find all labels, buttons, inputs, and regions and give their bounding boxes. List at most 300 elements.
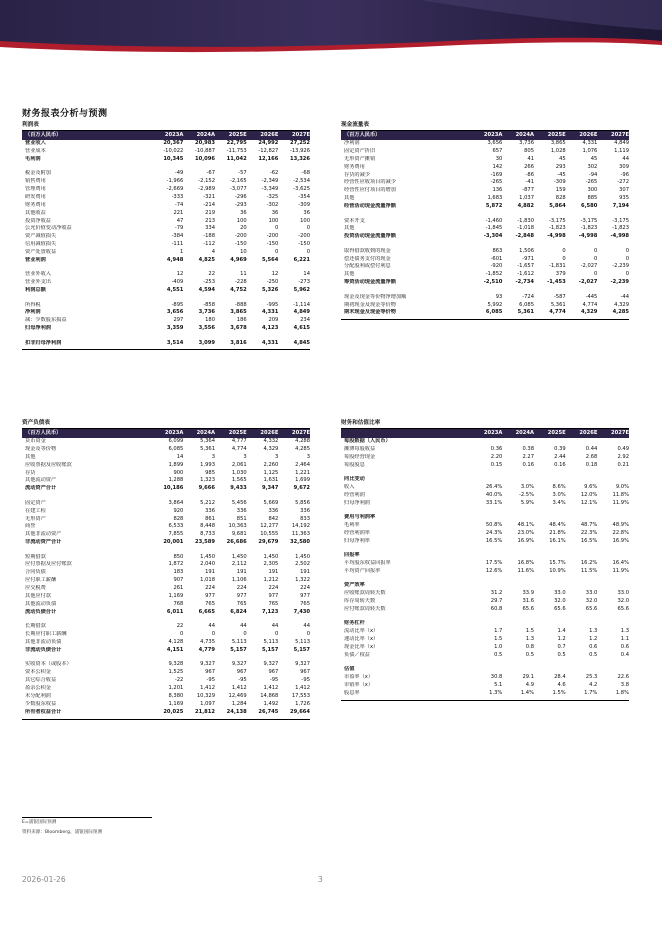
row-value: 4,551 xyxy=(166,287,184,294)
row-value: -325 xyxy=(266,193,279,200)
row-value: 0.6 xyxy=(589,644,598,651)
row-value: 48.1% xyxy=(517,522,535,529)
row-value: 23,589 xyxy=(194,539,216,546)
header-year: 2026E xyxy=(260,132,279,138)
row-value: 1,683 xyxy=(487,195,503,202)
row-value: -384 xyxy=(171,233,184,240)
row-value: 1,631 xyxy=(263,477,279,484)
row-value: -228 xyxy=(234,279,247,286)
row-label: 短期借款 xyxy=(25,553,46,560)
row-value: 14 xyxy=(176,453,184,460)
row-value: -2,165 xyxy=(229,178,247,185)
table-row xyxy=(341,164,629,172)
row-value: 191 xyxy=(236,569,247,576)
row-value: 0 xyxy=(306,225,311,232)
row-value: 0.6 xyxy=(620,644,630,651)
table-row xyxy=(22,669,310,677)
row-value: 27,252 xyxy=(290,140,311,146)
row-value: 221 xyxy=(173,209,184,216)
row-label: 营业收入 xyxy=(25,140,46,146)
row-value: -2,027 xyxy=(578,279,598,286)
table-row xyxy=(22,585,310,593)
row-value: -895 xyxy=(171,301,184,308)
row-value: 0 xyxy=(625,247,630,254)
row-value: 50.8% xyxy=(485,522,503,529)
row-value: 4,774 xyxy=(549,309,566,316)
row-value: 4,128 xyxy=(168,638,184,645)
row-value: 5,361 xyxy=(200,445,216,452)
row-value: 5,212 xyxy=(200,499,216,506)
row-value: 180 xyxy=(205,317,216,324)
row-value: 9,327 xyxy=(200,661,216,668)
note-source: 资料来源：Bloomberg、浦银国际预测 xyxy=(22,830,103,835)
row-value: -45 xyxy=(557,171,566,178)
row-value: 13,326 xyxy=(290,155,311,162)
table-row xyxy=(341,606,629,614)
row-value: 44 xyxy=(303,623,311,630)
row-value: 44 xyxy=(271,623,279,630)
row-value: 6,085 xyxy=(519,301,535,308)
row-value: 4.2 xyxy=(589,682,598,689)
row-value: 29,679 xyxy=(258,539,279,546)
row-value: 967 xyxy=(236,669,247,676)
row-value: 0.15 xyxy=(490,461,503,468)
row-value: 1,037 xyxy=(519,195,535,202)
table-header xyxy=(22,429,310,438)
table-row xyxy=(22,340,310,348)
row-value: -858 xyxy=(203,301,216,308)
row-value: 17,553 xyxy=(291,692,311,699)
row-value: 1,169 xyxy=(168,700,184,707)
row-value: 24,992 xyxy=(258,140,279,146)
row-value: 0.5 xyxy=(557,651,566,658)
row-label: 少数股东权益 xyxy=(25,700,57,707)
row-value: 1,323 xyxy=(200,477,216,484)
row-value: 12,166 xyxy=(258,155,279,162)
table-row xyxy=(22,477,310,485)
row-value: 977 xyxy=(236,593,247,600)
row-value: 5,113 xyxy=(295,638,311,645)
row-value: -150 xyxy=(234,241,247,248)
row-label: 非流动资产合计 xyxy=(25,539,62,546)
row-value: 15.7% xyxy=(549,560,566,567)
row-value: 5,364 xyxy=(200,438,216,444)
table-row xyxy=(22,279,310,287)
row-value: 10,096 xyxy=(194,155,216,162)
table-title: 利润表 xyxy=(22,121,310,131)
row-value: -86 xyxy=(525,171,535,178)
row-value: 31.2 xyxy=(490,590,503,597)
row-value: 2,502 xyxy=(295,561,311,568)
row-value: 30 xyxy=(495,155,503,162)
row-value: 32.0 xyxy=(585,598,598,605)
income-statement-table xyxy=(22,121,310,350)
row-value: 2.44 xyxy=(554,453,566,460)
table-row xyxy=(22,178,310,186)
table-row xyxy=(22,685,310,693)
row-label: 财务杠杆 xyxy=(344,620,365,627)
row-value: 3,099 xyxy=(198,339,216,346)
row-value: 65.6 xyxy=(554,606,566,613)
row-value: 765 xyxy=(300,600,311,607)
row-value: -354 xyxy=(298,193,311,200)
row-label: 长期借款 xyxy=(25,623,46,630)
row-value: 4.9 xyxy=(525,682,535,689)
row-label: 流动资产合计 xyxy=(25,485,57,492)
row-value: -409 xyxy=(171,279,184,286)
row-label: 盈余公积金 xyxy=(25,684,51,691)
row-value: 3,865 xyxy=(550,140,566,146)
row-value: 2.92 xyxy=(617,453,630,460)
row-value: 657 xyxy=(492,147,503,154)
table-bottom-rule xyxy=(341,698,629,701)
row-value: 16.9% xyxy=(517,537,535,544)
row-value: 14,868 xyxy=(260,692,279,699)
row-value: 24,138 xyxy=(226,708,247,715)
header-year: 2023A xyxy=(164,430,184,436)
row-value xyxy=(471,552,503,560)
row-value: 0 xyxy=(306,249,311,256)
row-value: -1,018 xyxy=(517,225,535,232)
note-forecast: E=浦银国际预测 xyxy=(22,820,57,825)
row-value: -94 xyxy=(588,171,598,178)
row-value: 3,816 xyxy=(230,339,247,346)
row-value: -2,510 xyxy=(483,279,503,286)
row-label: 现金及现金等价物净增加额 xyxy=(344,293,407,300)
row-value: 26,686 xyxy=(226,539,247,546)
table-row xyxy=(341,598,629,606)
row-label: 其他 xyxy=(25,453,36,460)
row-label: 其他 xyxy=(344,271,355,278)
row-label: 其他流动负债 xyxy=(25,600,57,607)
row-value: 4,752 xyxy=(230,287,247,294)
table-row xyxy=(341,674,629,682)
row-label: 应收票据及应收账款 xyxy=(25,461,72,468)
row-value: -62 xyxy=(269,170,279,177)
row-label: 资本开支 xyxy=(344,217,365,224)
row-value: 4,779 xyxy=(198,646,216,653)
row-value: 4,774 xyxy=(582,301,598,308)
row-value: 213 xyxy=(205,217,216,224)
row-value: 4,329 xyxy=(614,301,630,308)
row-value: 1.4% xyxy=(520,690,535,697)
row-value: 0.18 xyxy=(585,461,598,468)
row-value: -13,926 xyxy=(290,147,311,154)
row-value: 183 xyxy=(173,569,184,576)
row-value: 22 xyxy=(176,623,184,630)
row-label: 其它综合收益 xyxy=(25,677,57,684)
row-label: 无形资产 xyxy=(25,515,46,522)
row-value: 22,795 xyxy=(226,140,247,146)
row-value xyxy=(502,582,534,590)
row-value: 0 xyxy=(594,255,598,262)
row-value xyxy=(597,666,629,674)
row-label: 所得税 xyxy=(25,301,41,308)
header-year: 2025E xyxy=(228,132,247,138)
table-row xyxy=(22,202,310,210)
row-value: 805 xyxy=(524,147,535,154)
row-value: 10,363 xyxy=(228,523,247,530)
table-header xyxy=(341,131,629,140)
row-label: 未分配利润 xyxy=(25,692,51,699)
row-value: -250 xyxy=(266,279,279,286)
row-value: -2,989 xyxy=(198,185,216,192)
row-label: 存货 xyxy=(25,469,36,476)
row-value: 11,042 xyxy=(226,155,247,162)
row-value: 768 xyxy=(173,600,184,607)
row-value: 9,433 xyxy=(230,485,247,492)
row-value xyxy=(471,514,503,522)
row-value: 1,125 xyxy=(263,469,279,476)
row-value: 22.6 xyxy=(617,674,630,681)
row-value: 44 xyxy=(622,155,630,162)
row-value: -1,114 xyxy=(293,301,311,308)
table-row xyxy=(341,682,629,690)
row-value: 1.3 xyxy=(620,628,630,635)
row-label: 同比变动 xyxy=(344,476,365,483)
row-label: 在建工程 xyxy=(25,507,46,514)
header-year: 2026E xyxy=(579,132,598,138)
header-year: 2025E xyxy=(547,430,566,436)
row-value: 1,492 xyxy=(263,700,279,707)
row-value: 967 xyxy=(268,669,279,676)
row-value xyxy=(566,438,598,446)
row-value xyxy=(566,620,598,628)
row-label: 营业外支出 xyxy=(25,279,51,286)
row-value: 100 xyxy=(268,217,279,224)
row-value xyxy=(566,476,598,484)
table-row xyxy=(22,194,310,202)
row-value: 4,849 xyxy=(293,309,311,316)
row-value: 0 xyxy=(243,631,247,638)
row-value: 1,450 xyxy=(263,553,279,560)
row-value: 33.0 xyxy=(617,590,630,597)
row-value: -49 xyxy=(174,170,184,177)
row-value: 1,106 xyxy=(231,577,247,584)
table-row xyxy=(341,476,629,484)
row-label: 现金比率（x） xyxy=(344,644,379,651)
row-value: 6,085 xyxy=(485,309,503,316)
row-value: 219 xyxy=(205,209,216,216)
row-value: 191 xyxy=(205,569,216,576)
row-label: 非流动负债合计 xyxy=(25,646,62,653)
row-value: -1,830 xyxy=(517,217,535,224)
row-value: 48.9% xyxy=(612,522,630,529)
row-value: -4,998 xyxy=(547,233,566,240)
row-value: 0 xyxy=(211,631,216,638)
row-label: 投资净收益 xyxy=(25,217,51,224)
row-value: -302 xyxy=(266,201,279,208)
row-value: 1,221 xyxy=(295,469,311,476)
row-value: 920 xyxy=(173,507,184,514)
table-row xyxy=(22,523,310,531)
row-value: 11.6% xyxy=(517,567,535,574)
row-value: 3 xyxy=(306,453,311,460)
row-value: -10,022 xyxy=(163,147,184,154)
table-row xyxy=(22,210,310,218)
row-value: -1,612 xyxy=(517,271,535,278)
table-row xyxy=(22,317,310,325)
row-value: 0.21 xyxy=(617,461,630,468)
row-value xyxy=(471,620,503,628)
row-value: 9.6% xyxy=(584,483,598,490)
row-value: 24.3% xyxy=(485,529,503,536)
row-value: 261 xyxy=(173,585,184,592)
row-value: 9,681 xyxy=(231,531,247,538)
row-label: 市销率（x） xyxy=(344,682,374,689)
row-value: 0.16 xyxy=(554,461,566,468)
table-row xyxy=(22,500,310,508)
table-row xyxy=(22,309,310,317)
row-value: 28.4 xyxy=(554,674,566,681)
row-value: -1,460 xyxy=(485,217,503,224)
row-value: -111 xyxy=(171,241,184,248)
row-value: 1,565 xyxy=(231,477,247,484)
row-value: 29.1 xyxy=(522,674,535,681)
table-header xyxy=(341,429,629,438)
table-row xyxy=(341,492,629,500)
row-value xyxy=(566,582,598,590)
table-row xyxy=(22,539,310,547)
row-label: 取得借款收到的现金 xyxy=(344,247,391,254)
row-value: 7,194 xyxy=(612,203,630,210)
table-row xyxy=(22,470,310,478)
row-value: 48.7% xyxy=(580,522,598,529)
row-value: 1,076 xyxy=(582,147,598,154)
table-row xyxy=(341,302,629,310)
row-value: 833 xyxy=(300,515,311,522)
row-value: -877 xyxy=(522,187,535,194)
row-value: 885 xyxy=(587,195,598,202)
row-value: 0.38 xyxy=(522,445,535,452)
header-year: 2027E xyxy=(292,430,311,436)
row-value: -3,077 xyxy=(229,185,247,192)
row-label: 固定资产折旧 xyxy=(344,147,376,154)
row-value: 36 xyxy=(303,209,311,216)
table-row xyxy=(341,218,629,226)
row-value: 4,288 xyxy=(295,438,311,444)
row-value: 5,361 xyxy=(550,301,566,308)
row-value xyxy=(534,666,566,674)
row-label: 期末现金及现金等价物 xyxy=(344,309,396,316)
row-value: -2,349 xyxy=(261,178,279,185)
row-value: 2,464 xyxy=(295,461,311,468)
row-value: 4,329 xyxy=(580,309,598,316)
row-value: 10,329 xyxy=(196,692,216,699)
row-value xyxy=(534,582,566,590)
row-value: 44 xyxy=(240,623,247,630)
table-row xyxy=(341,552,629,560)
row-label: 归母净利润 xyxy=(344,499,370,506)
row-value: 5,326 xyxy=(261,287,279,294)
row-label: 投资活动现金流量净额 xyxy=(344,233,396,240)
row-value: 16.1% xyxy=(549,537,566,544)
row-label: 毛利率 xyxy=(344,522,360,529)
row-value: 297 xyxy=(173,317,184,324)
row-value: 1,412 xyxy=(200,684,216,691)
row-value: 5,157 xyxy=(230,646,247,653)
row-value: 302 xyxy=(587,163,598,170)
table-bottom-rule xyxy=(22,347,310,350)
row-value: 6,824 xyxy=(230,608,247,615)
row-value: 20,001 xyxy=(163,539,184,546)
row-label: 应收账款周转天数 xyxy=(344,590,386,597)
row-value: 1,028 xyxy=(550,147,566,154)
row-value: 65.6 xyxy=(522,606,535,613)
row-value xyxy=(597,514,629,522)
row-value: 309 xyxy=(619,163,630,170)
row-value: 5,864 xyxy=(549,203,566,210)
row-value: 4.6 xyxy=(557,682,566,689)
row-value: 266 xyxy=(524,163,535,170)
header-unit: （百万人民币） xyxy=(344,132,381,138)
row-label: 其他收益 xyxy=(25,209,46,216)
table-row xyxy=(341,148,629,156)
row-value: 33.9 xyxy=(522,590,535,597)
page-number: 3 xyxy=(318,875,323,884)
table-row xyxy=(22,462,310,470)
row-value: 1,284 xyxy=(231,700,247,707)
table-row xyxy=(341,256,629,264)
row-value: 4,615 xyxy=(293,325,311,332)
row-value: 8.6% xyxy=(552,483,566,490)
table-row xyxy=(22,287,310,295)
row-value: 907 xyxy=(173,577,184,584)
row-label: 其他应付款 xyxy=(25,593,51,600)
row-label: 营业外收入 xyxy=(25,271,51,278)
row-value: 29,664 xyxy=(290,708,311,715)
row-value: 1,450 xyxy=(200,553,216,560)
row-label: 实收资本（或股本） xyxy=(25,661,72,668)
table-row xyxy=(22,257,310,265)
row-value: -150 xyxy=(266,241,279,248)
row-label: 利润总额 xyxy=(25,287,46,294)
row-value: 4,332 xyxy=(263,438,279,444)
row-value: 3,865 xyxy=(230,309,247,316)
row-value: 0.5 xyxy=(589,651,598,658)
row-value: 12 xyxy=(176,271,184,278)
row-label: 平均股东权益回报率 xyxy=(344,560,391,567)
row-value: 765 xyxy=(236,600,247,607)
row-value: 33.0 xyxy=(585,590,598,597)
row-value: -44 xyxy=(620,293,630,300)
row-value: 0 xyxy=(562,255,566,262)
row-value: 0 xyxy=(275,249,279,256)
notes xyxy=(22,817,152,838)
row-value: 16.4% xyxy=(612,560,630,567)
row-value: 2,040 xyxy=(200,561,216,568)
row-value: 2.68 xyxy=(585,453,598,460)
row-value: -200 xyxy=(266,233,279,240)
row-value: 9,672 xyxy=(293,485,311,492)
row-value: 25.3 xyxy=(585,674,598,681)
row-value: 863 xyxy=(492,247,503,254)
row-value: 900 xyxy=(173,469,184,476)
row-value: 1,993 xyxy=(200,461,216,468)
table-row xyxy=(22,693,310,701)
row-label: 经营利润率 xyxy=(344,529,370,536)
table-row xyxy=(341,225,629,233)
header-year: 2027E xyxy=(611,132,630,138)
header-unit: （百万人民币） xyxy=(25,430,62,436)
row-value: 33.1% xyxy=(485,499,503,506)
row-label: 每股经营现金 xyxy=(344,453,376,460)
table-row xyxy=(22,647,310,655)
row-value: 1,412 xyxy=(231,684,247,691)
row-label: 研发费用 xyxy=(25,193,46,200)
row-value: 1.0 xyxy=(494,644,503,651)
row-value: 1.5 xyxy=(494,636,503,643)
